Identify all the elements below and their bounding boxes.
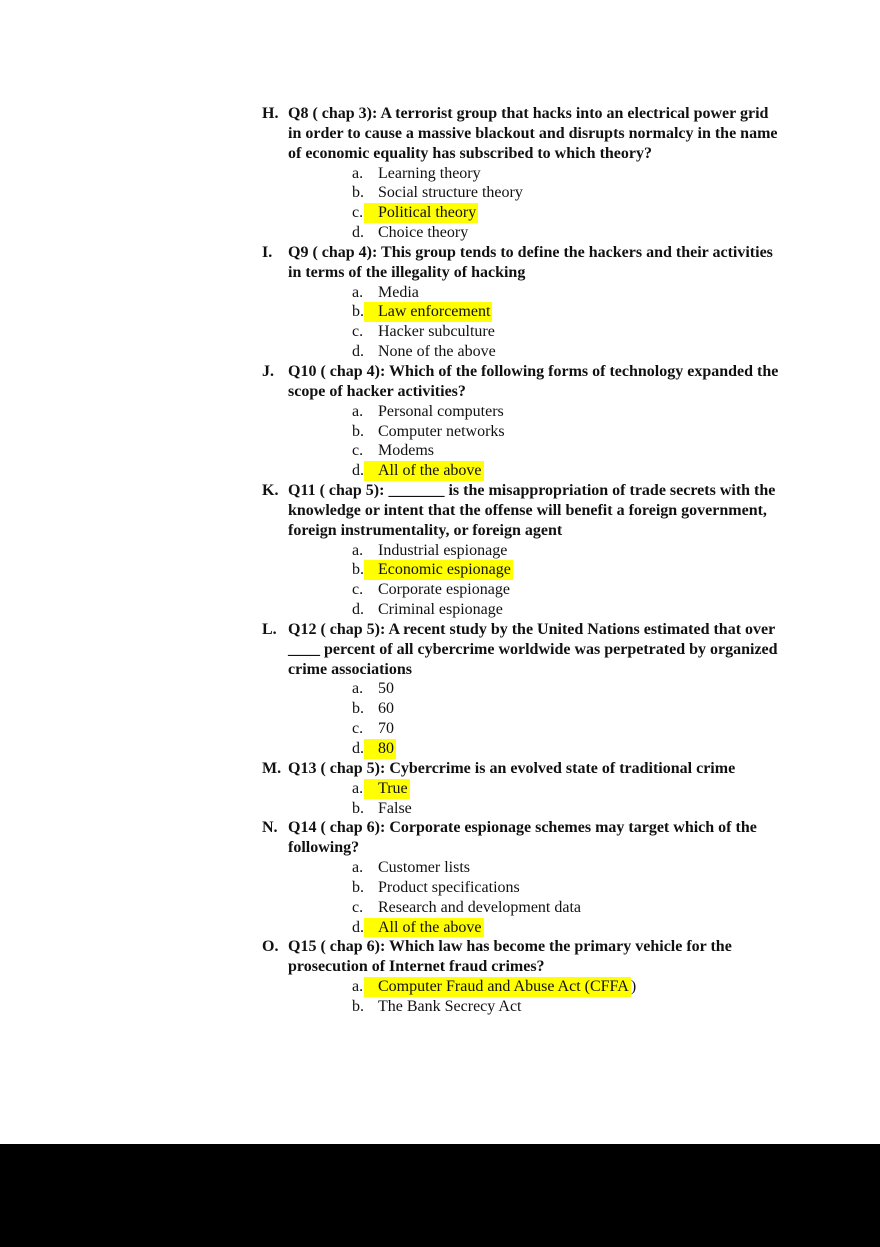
- option-text: Media: [378, 283, 419, 301]
- option-letter: b.: [352, 184, 364, 202]
- option-text: Social structure theory: [378, 184, 523, 202]
- question-text: [262, 818, 782, 858]
- option-text: Hacker subculture: [378, 323, 495, 341]
- question-letter: H.: [262, 105, 279, 122]
- option-letter: b.: [352, 878, 364, 896]
- question-n: [262, 818, 782, 937]
- option-letter: a.: [352, 402, 364, 420]
- question-j: [262, 362, 782, 481]
- option-d-highlighted-answer: [262, 739, 782, 759]
- option-list: [262, 977, 782, 1017]
- option-b: [262, 799, 782, 819]
- option-a-highlighted-answer: [262, 977, 782, 997]
- question-text: [262, 620, 782, 680]
- option-text: Research and development data: [378, 898, 582, 916]
- option-d: [262, 600, 782, 620]
- option-text: Industrial espionage: [378, 541, 508, 559]
- option-text: Criminal espionage: [378, 601, 503, 619]
- option-text: The Bank Secrecy Act: [378, 997, 522, 1015]
- option-letter: d.: [352, 601, 364, 619]
- option-letter: a.: [352, 779, 364, 797]
- question-h: [262, 104, 782, 243]
- option-a: [262, 164, 782, 184]
- question-body: Q8 ( chap 3): A terrorist group that hacks into an electrical power grid in order to cause a massive blackout and disrupts normalcy in the name of economic equality has subscribed to which theory?: [288, 105, 778, 162]
- option-b-highlighted-answer: [262, 302, 782, 322]
- question-o: [262, 937, 782, 1016]
- option-text: Corporate espionage: [378, 581, 510, 599]
- option-text: All of the above: [364, 918, 484, 938]
- option-text: Customer lists: [378, 859, 471, 877]
- question-l: [262, 620, 782, 759]
- option-letter: b.: [352, 997, 364, 1015]
- option-text: Personal computers: [378, 402, 504, 420]
- option-c: [262, 898, 782, 918]
- question-k: [262, 481, 782, 620]
- option-text: Learning theory: [378, 164, 481, 182]
- question-text: [262, 759, 782, 779]
- question-body: Q14 ( chap 6): Corporate espionage schemes may target which of the following?: [288, 819, 757, 857]
- option-letter: a.: [352, 541, 364, 559]
- option-b: [262, 183, 782, 203]
- option-c: [262, 719, 782, 739]
- question-body: Q15 ( chap 6): Which law has become the primary vehicle for the prosecution of Internet fraud crimes?: [288, 938, 732, 976]
- question-letter: K.: [262, 482, 279, 500]
- option-list: [262, 779, 782, 819]
- option-suffix: ): [630, 978, 637, 996]
- option-a: [262, 679, 782, 699]
- option-letter: d.: [352, 462, 364, 480]
- option-c: [262, 580, 782, 600]
- question-body: Q10 ( chap 4): Which of the following forms of technology expanded the scope of hacker activities?: [288, 362, 779, 400]
- question-letter: O.: [262, 938, 279, 956]
- question-body: Q12 ( chap 5): A recent study by the United Nations estimated that over ____ percent of all cybercrime worldwide was perpetrated by organized crime associations: [288, 620, 778, 678]
- option-a: [262, 858, 782, 878]
- option-text: 50: [378, 680, 394, 698]
- option-a: [262, 541, 782, 561]
- question-letter: M.: [262, 759, 282, 777]
- option-letter: b.: [352, 700, 364, 718]
- option-letter: b.: [352, 561, 364, 579]
- option-text: None of the above: [378, 343, 496, 361]
- option-text: Political theory: [364, 203, 478, 223]
- option-text: Choice theory: [378, 224, 469, 242]
- option-d-highlighted-answer: [262, 918, 782, 938]
- option-letter: c.: [352, 581, 364, 599]
- viewer-background: [0, 1144, 880, 1247]
- option-text: Economic espionage: [364, 560, 513, 580]
- option-text: Modems: [378, 442, 434, 460]
- option-a: [262, 402, 782, 422]
- option-text: All of the above: [364, 461, 484, 481]
- option-letter: b.: [352, 422, 364, 440]
- question-i: [262, 243, 782, 362]
- option-text: True: [364, 779, 410, 799]
- option-b-highlighted-answer: [262, 560, 782, 580]
- option-letter: a.: [352, 164, 364, 182]
- option-b: [262, 422, 782, 442]
- question-letter: N.: [262, 819, 278, 837]
- question-letter: I.: [262, 243, 273, 261]
- option-a-highlighted-answer: [262, 779, 782, 799]
- question-m: [262, 759, 782, 819]
- option-letter: c.: [352, 442, 364, 460]
- option-letter: b.: [352, 799, 364, 817]
- question-text: [262, 104, 782, 164]
- question-text: [262, 937, 782, 977]
- option-text: Product specifications: [378, 878, 520, 896]
- question-body: Q9 ( chap 4): This group tends to define the hackers and their activities in terms of the illegality of hacking: [288, 243, 773, 281]
- option-b: [262, 699, 782, 719]
- option-letter: d.: [352, 224, 364, 242]
- option-letter: c.: [352, 323, 364, 341]
- option-c: [262, 441, 782, 461]
- option-d: [262, 223, 782, 243]
- question-text: [262, 481, 782, 541]
- option-letter: c.: [352, 720, 364, 738]
- option-c: [262, 322, 782, 342]
- option-text: Computer Fraud and Abuse Act (CFFA: [364, 977, 631, 997]
- question-text: [262, 243, 782, 283]
- option-letter: d.: [352, 918, 364, 936]
- option-d-highlighted-answer: [262, 461, 782, 481]
- option-letter: d.: [352, 343, 364, 361]
- option-text: False: [378, 799, 412, 817]
- question-letter: J.: [262, 362, 274, 380]
- option-text: 70: [378, 720, 394, 738]
- option-text: 80: [364, 739, 396, 759]
- option-list: [262, 164, 782, 243]
- option-letter: c.: [352, 898, 364, 916]
- option-d: [262, 342, 782, 362]
- question-list: [262, 104, 782, 1017]
- question-body: Q11 ( chap 5): _______ is the misappropriation of trade secrets with the knowledge or intent that the offense will benefit a foreign government, foreign instrumentality, or foreign agent: [288, 482, 776, 539]
- question-body: Q13 ( chap 5): Cybercrime is an evolved state of traditional crime: [288, 759, 736, 777]
- option-list: [262, 858, 782, 937]
- option-list: [262, 402, 782, 481]
- option-b: [262, 878, 782, 898]
- option-list: [262, 679, 782, 758]
- option-text: 60: [378, 700, 394, 718]
- option-letter: a.: [352, 283, 364, 301]
- option-text: Computer networks: [378, 422, 505, 440]
- option-letter: b.: [352, 303, 364, 321]
- option-list: [262, 541, 782, 620]
- option-letter: a.: [352, 978, 364, 996]
- option-b: [262, 997, 782, 1017]
- option-text: Law enforcement: [364, 302, 492, 322]
- option-letter: a.: [352, 859, 364, 877]
- option-letter: c.: [352, 204, 364, 222]
- option-a: [262, 283, 782, 303]
- option-letter: d.: [352, 740, 364, 757]
- option-list: [262, 283, 782, 362]
- question-letter: L.: [262, 620, 277, 638]
- option-c-highlighted-answer: [262, 203, 782, 223]
- option-letter: a.: [352, 680, 364, 698]
- question-text: [262, 362, 782, 402]
